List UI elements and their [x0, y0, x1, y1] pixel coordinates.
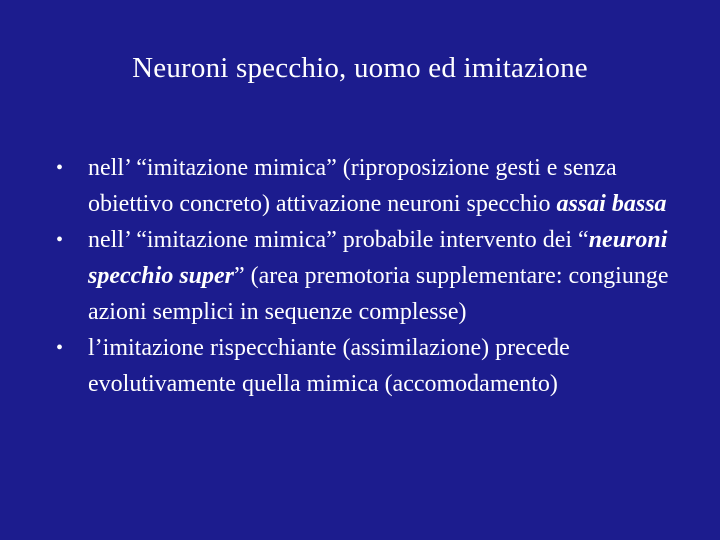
- bullet-item-3: [56, 330, 686, 402]
- bullet-item-1: [56, 150, 686, 222]
- bullet-text: nell’ “imitazione mimica” (riproposizione gesti e senza obiettivo concreto) attivazione neuroni specchio: [88, 155, 617, 217]
- bullet-text: nell’ “imitazione mimica” probabile intervento dei “: [88, 227, 589, 253]
- bullet-list: [56, 150, 686, 402]
- bullet-text: l’imitazione rispecchiante (assimilazione) precede evolutivamente quella mimica (accomodamento): [88, 335, 570, 397]
- bullet-item-2: [56, 222, 686, 330]
- bullet-marker: •: [56, 157, 64, 179]
- bullet-marker: •: [56, 337, 64, 359]
- bullet-text-continued: ” (area premotoria supplementare: congiunge azioni semplici in sequenze complesse): [88, 263, 669, 325]
- slide-title: Neuroni specchio, uomo ed imitazione: [132, 52, 588, 84]
- bullet-marker: •: [56, 229, 64, 251]
- bullet-emphasis: assai bassa: [556, 191, 667, 217]
- bullet-emphasis: neuroni specchio super: [88, 227, 668, 289]
